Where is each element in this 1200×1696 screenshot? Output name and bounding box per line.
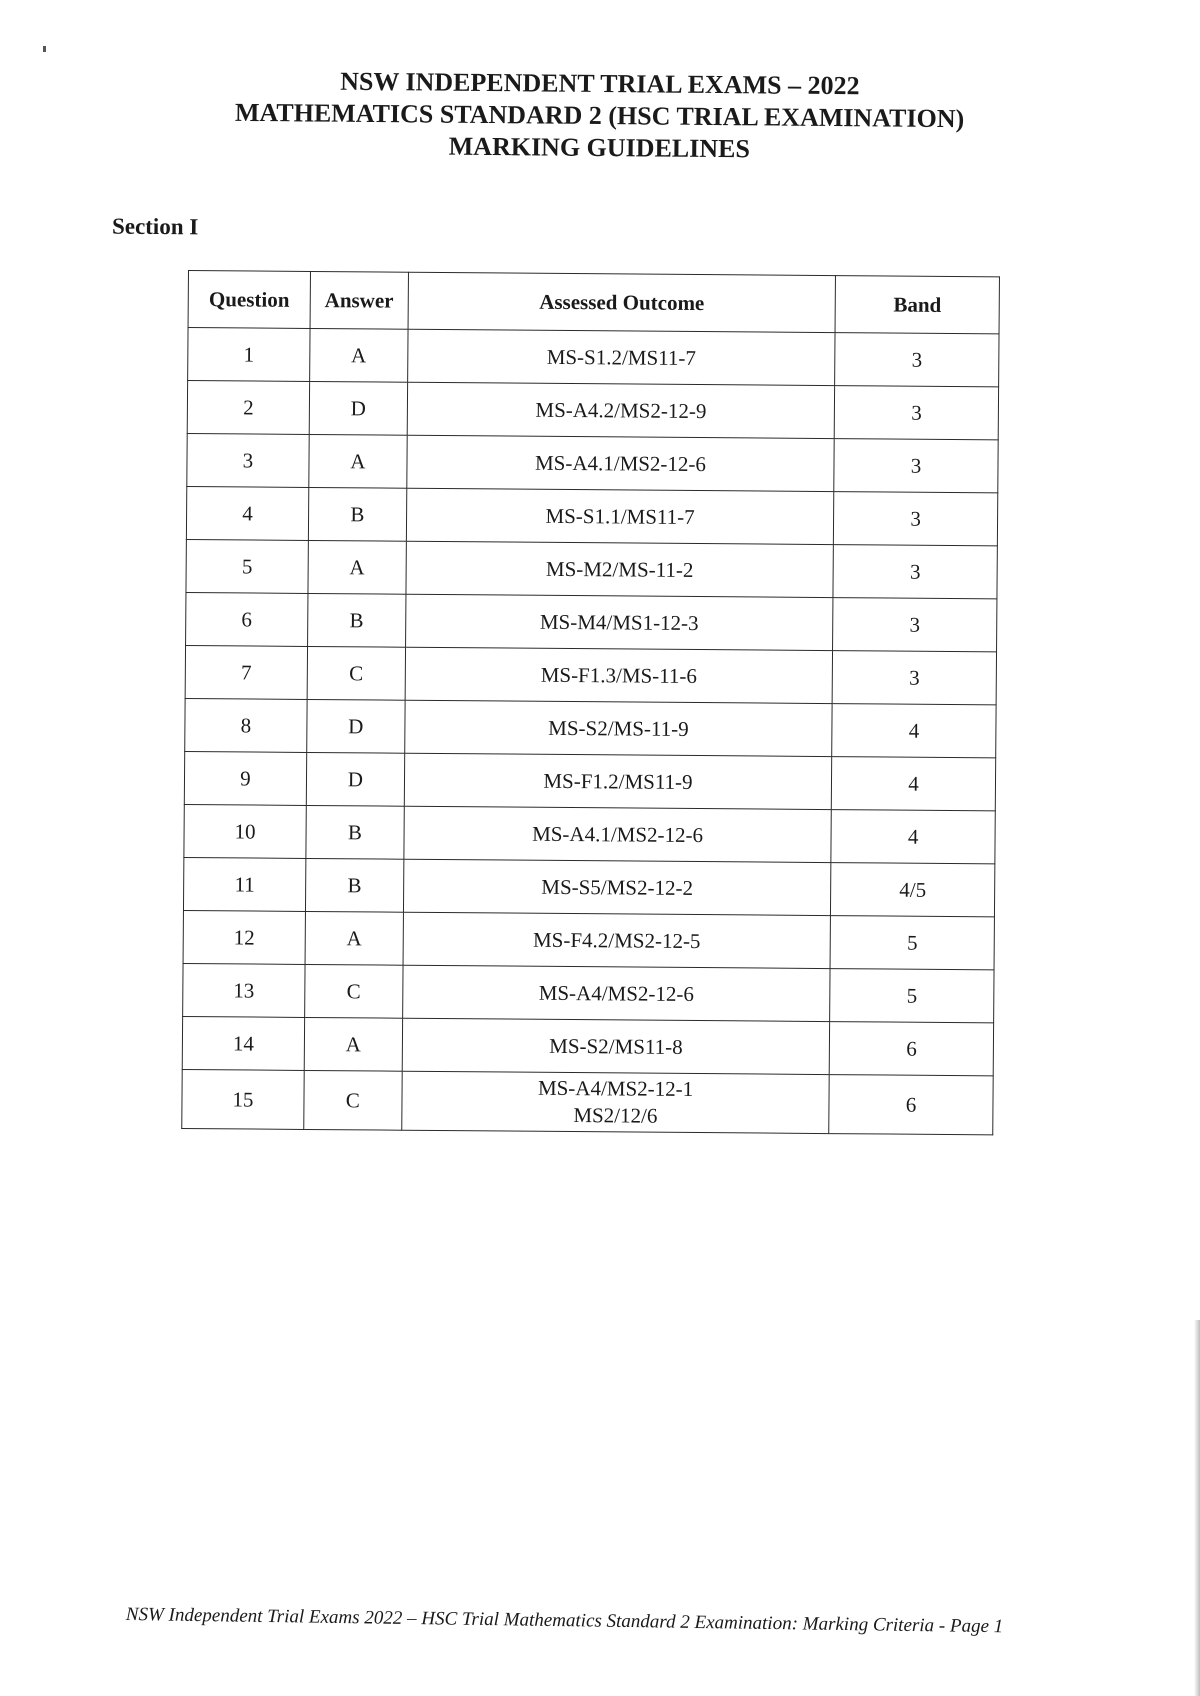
cell-question: 15 <box>182 1069 304 1129</box>
table-row <box>183 910 994 969</box>
cell-band: 5 <box>830 969 994 1023</box>
table-row <box>183 963 994 1022</box>
table-row <box>182 1016 993 1075</box>
marking-table-container <box>181 270 1000 1135</box>
cell-band: 5 <box>830 916 994 970</box>
cell-outcome <box>402 1071 830 1133</box>
document-header <box>149 64 1050 168</box>
cell-question: 1 <box>188 328 310 382</box>
cell-question: 10 <box>184 804 306 858</box>
column-header-answer: Answer <box>310 271 408 329</box>
cell-answer: A <box>308 540 406 594</box>
cell-question: 7 <box>185 645 307 699</box>
cell-band: 4 <box>832 704 996 758</box>
cell-answer: B <box>305 858 403 912</box>
scan-mark <box>43 46 46 52</box>
cell-band: 6 <box>829 1022 993 1076</box>
cell-band: 4/5 <box>831 863 995 917</box>
cell-outcome: MS-S5/MS2-12-2 <box>403 859 831 915</box>
cell-band: 3 <box>833 545 997 599</box>
cell-answer: B <box>307 593 405 647</box>
cell-outcome: MS-M2/MS-11-2 <box>406 541 834 597</box>
cell-outcome: MS-F1.2/MS11-9 <box>404 753 832 809</box>
cell-outcome: MS-M4/MS1-12-3 <box>405 594 833 650</box>
cell-question: 9 <box>184 751 306 805</box>
cell-band: 3 <box>834 439 998 493</box>
table-row <box>183 857 994 916</box>
cell-answer: D <box>309 381 407 435</box>
cell-outcome: MS-S1.2/MS11-7 <box>407 329 835 385</box>
cell-outcome: MS-A4.1/MS2-12-6 <box>404 806 832 862</box>
cell-band: 3 <box>832 651 996 705</box>
cell-answer: A <box>309 434 407 488</box>
cell-band: 3 <box>833 598 997 652</box>
cell-answer: C <box>305 964 403 1018</box>
table-row <box>188 328 999 387</box>
cell-answer: A <box>305 911 403 965</box>
column-header-band: Band <box>835 276 999 334</box>
cell-answer: B <box>306 805 404 859</box>
table-row <box>182 1069 993 1134</box>
cell-outcome: MS-A4/MS2-12-6 <box>402 965 830 1021</box>
cell-band: 3 <box>835 333 999 387</box>
cell-question: 11 <box>183 857 305 911</box>
cell-question: 12 <box>183 910 305 964</box>
cell-question: 14 <box>182 1016 304 1070</box>
cell-answer: C <box>307 646 405 700</box>
table-row <box>187 433 998 492</box>
cell-outcome-line-1: MS-A4/MS2-12-1 <box>537 1075 694 1101</box>
cell-band: 4 <box>831 757 995 811</box>
cell-answer: B <box>308 487 406 541</box>
cell-question: 4 <box>186 486 308 540</box>
table-row <box>187 381 998 440</box>
cell-outcome: MS-A4.2/MS2-12-9 <box>407 382 835 438</box>
cell-answer: D <box>307 699 405 753</box>
cell-question: 3 <box>187 433 309 487</box>
cell-question: 13 <box>183 963 305 1017</box>
table-row <box>184 751 995 810</box>
section-title: Section I <box>111 213 199 240</box>
cell-band: 4 <box>831 810 995 864</box>
table-row <box>184 804 995 863</box>
cell-outcome: MS-S2/MS-11-9 <box>405 700 833 756</box>
column-header-question: Question <box>188 271 310 329</box>
cell-outcome: MS-S2/MS11-8 <box>402 1018 830 1074</box>
table-row <box>185 698 996 757</box>
table-header-row <box>188 271 999 334</box>
cell-outcome: MS-F4.2/MS2-12-5 <box>403 912 831 968</box>
cell-outcome: MS-A4.1/MS2-12-6 <box>407 435 835 491</box>
cell-outcome: MS-S1.1/MS11-7 <box>406 488 834 544</box>
table-row <box>186 486 997 545</box>
table-row <box>186 539 997 598</box>
cell-outcome-line-2: MS2/12/6 <box>573 1103 658 1128</box>
cell-question: 6 <box>186 592 308 646</box>
table-row <box>186 592 997 651</box>
cell-answer: A <box>310 328 408 382</box>
column-header-outcome: Assessed Outcome <box>408 272 836 332</box>
header-line-3: MARKING GUIDELINES <box>448 131 751 164</box>
cell-answer: D <box>306 752 404 806</box>
cell-band: 3 <box>834 386 998 440</box>
cell-band: 3 <box>834 492 998 546</box>
header-line-1: NSW INDEPENDENT TRIAL EXAMS – 2022 <box>340 66 860 101</box>
header-line-2: MATHEMATICS STANDARD 2 (HSC TRIAL EXAMINATION) <box>234 97 965 134</box>
page-footer: NSW Independent Trial Exams 2022 – HSC Trial Mathematics Standard 2 Examination: Marking Criteria - Page 1 <box>125 1604 1004 1638</box>
cell-answer: A <box>304 1017 402 1071</box>
cell-answer: C <box>304 1070 402 1130</box>
scan-edge-shadow <box>1194 1320 1200 1696</box>
cell-question: 8 <box>185 698 307 752</box>
cell-question: 2 <box>187 381 309 435</box>
cell-band: 6 <box>829 1075 993 1135</box>
table-row <box>185 645 996 704</box>
cell-question: 5 <box>186 539 308 593</box>
marking-table <box>181 270 1000 1135</box>
cell-outcome: MS-F1.3/MS-11-6 <box>405 647 833 703</box>
